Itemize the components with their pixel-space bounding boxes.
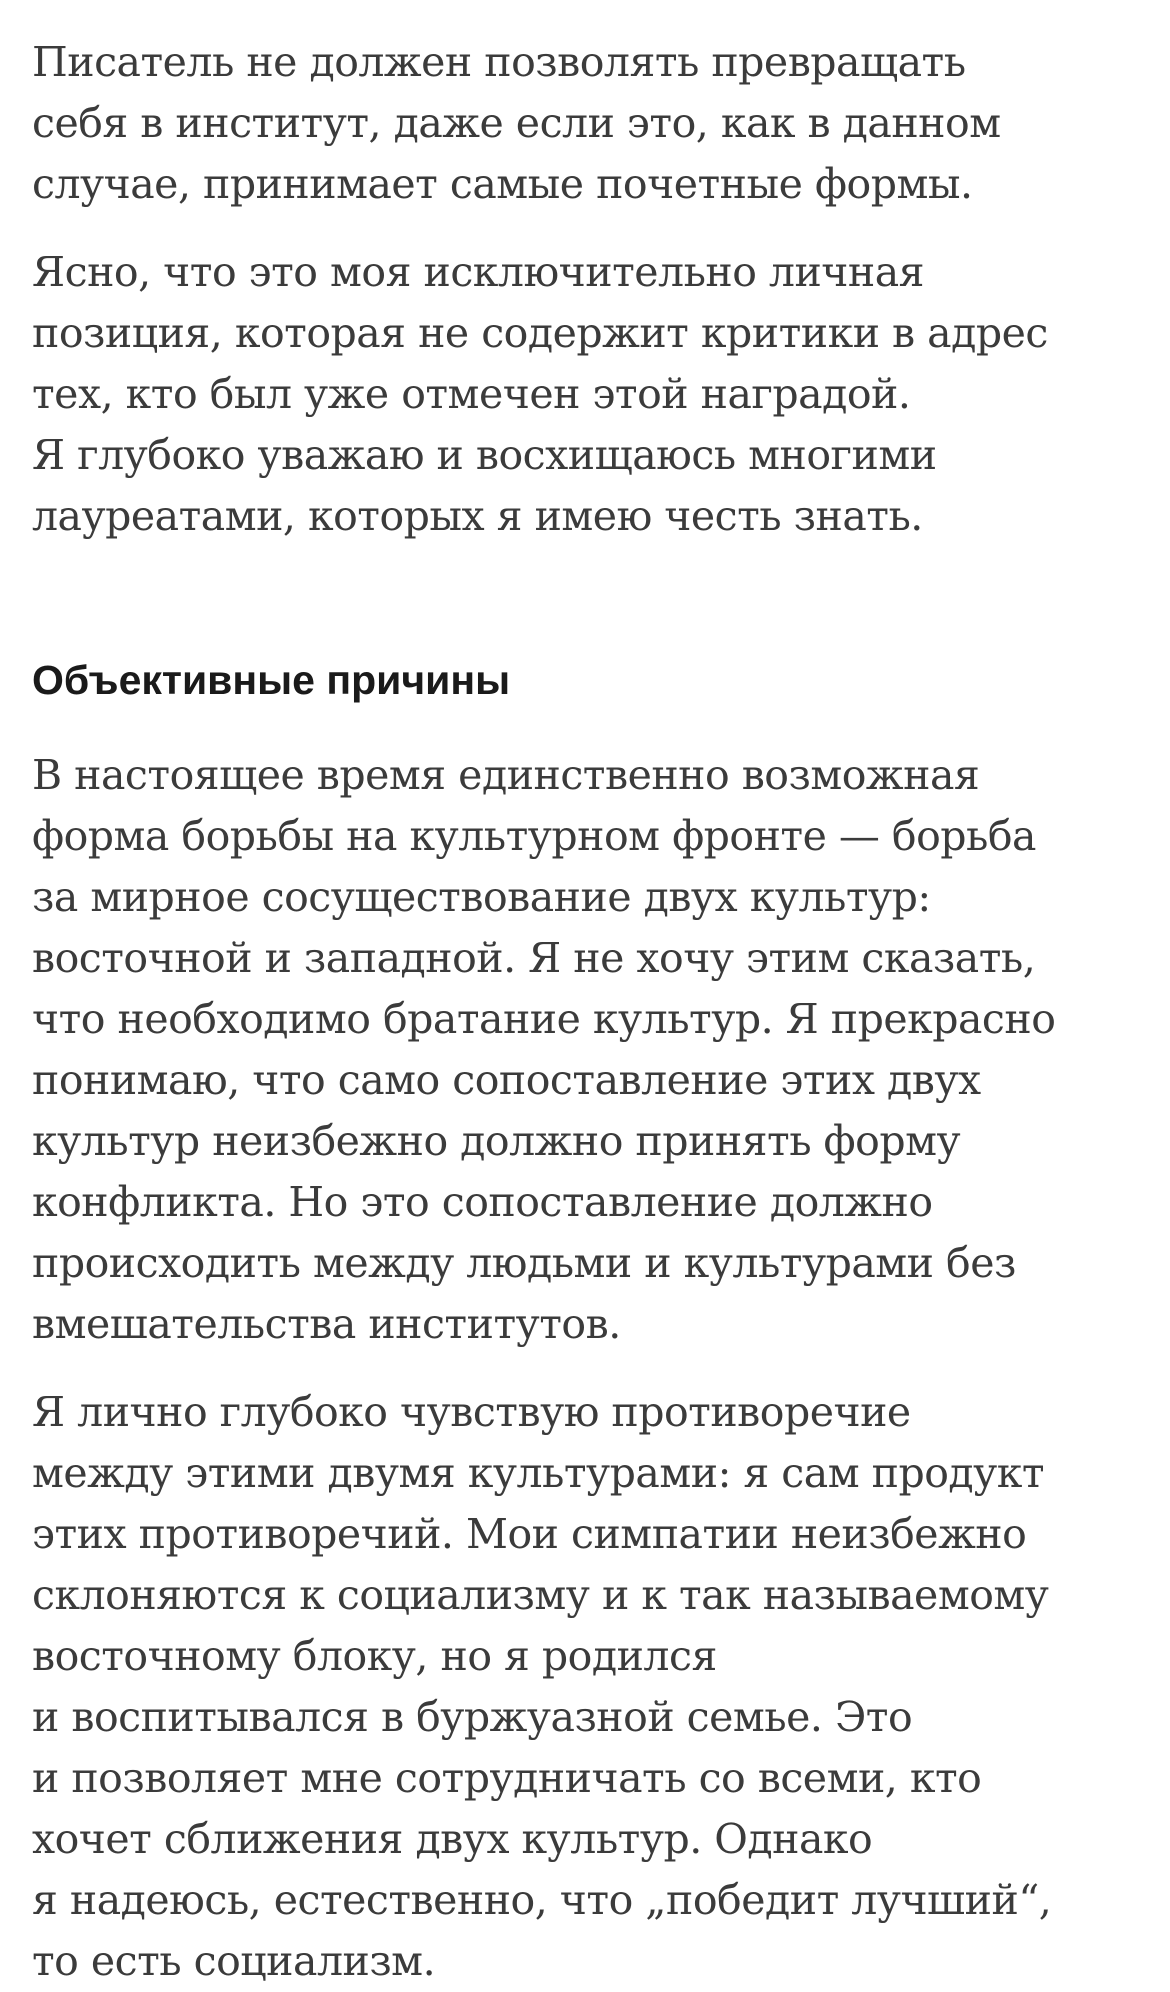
text-line: я надеюсь, естественно, что „победит лучший“, <box>32 1876 1052 1924</box>
text-line: происходить между людьми и культурами без <box>32 1239 1016 1287</box>
paragraph-2 <box>32 242 1142 547</box>
paragraph-3 <box>32 745 1142 1355</box>
text-line: восточной и западной. Я не хочу этим сказать, <box>32 934 1036 982</box>
text-line: что необходимо братание культур. Я прекрасно <box>32 995 1056 1043</box>
text-line: между этими двумя культурами: я сам продукт <box>32 1449 1045 1497</box>
section-heading: Объективные причины <box>32 657 511 703</box>
text-line: восточному блоку, но я родился <box>32 1632 717 1680</box>
text-line: этих противоречий. Мои симпатии неизбежно <box>32 1510 1027 1558</box>
text-line: лауреатами, которых я имею честь знать. <box>32 492 923 540</box>
paragraph-1 <box>32 32 1142 215</box>
text-line: хочет сближения двух культур. Однако <box>32 1815 873 1863</box>
text-line: В настоящее время единственно возможная <box>32 751 980 799</box>
article-body <box>32 20 1142 1992</box>
text-line: тех, кто был уже отмечен этой наградой. <box>32 370 911 418</box>
text-line: Ясно, что это моя исключительно личная <box>32 248 925 296</box>
text-line: вмешательства институтов. <box>32 1300 621 1348</box>
text-line: себя в институт, даже если это, как в данном <box>32 99 1001 147</box>
text-line: и позволяет мне сотрудничать со всеми, кто <box>32 1754 982 1802</box>
paragraph-4 <box>32 1382 1142 1992</box>
text-line: позиция, которая не содержит критики в адрес <box>32 309 1048 357</box>
text-line: форма борьбы на культурном фронте — борьба <box>32 812 1036 860</box>
text-line: склоняются к социализму и к так называемому <box>32 1571 1049 1619</box>
text-line: и воспитывался в буржуазной семье. Это <box>32 1693 913 1741</box>
text-line: Я глубоко уважаю и восхищаюсь многими <box>32 431 937 479</box>
text-line: за мирное сосуществование двух культур: <box>32 873 931 921</box>
text-line: Писатель не должен позволять превращать <box>32 38 966 86</box>
text-line: культур неизбежно должно принять форму <box>32 1117 961 1165</box>
text-line: конфликта. Но это сопоставление должно <box>32 1178 933 1226</box>
text-line: случае, принимает самые почетные формы. <box>32 160 973 208</box>
text-line: то есть социализм. <box>32 1937 436 1985</box>
text-line: Я лично глубоко чувствую противоречие <box>32 1388 911 1436</box>
text-line: понимаю, что само сопоставление этих двух <box>32 1056 981 1104</box>
